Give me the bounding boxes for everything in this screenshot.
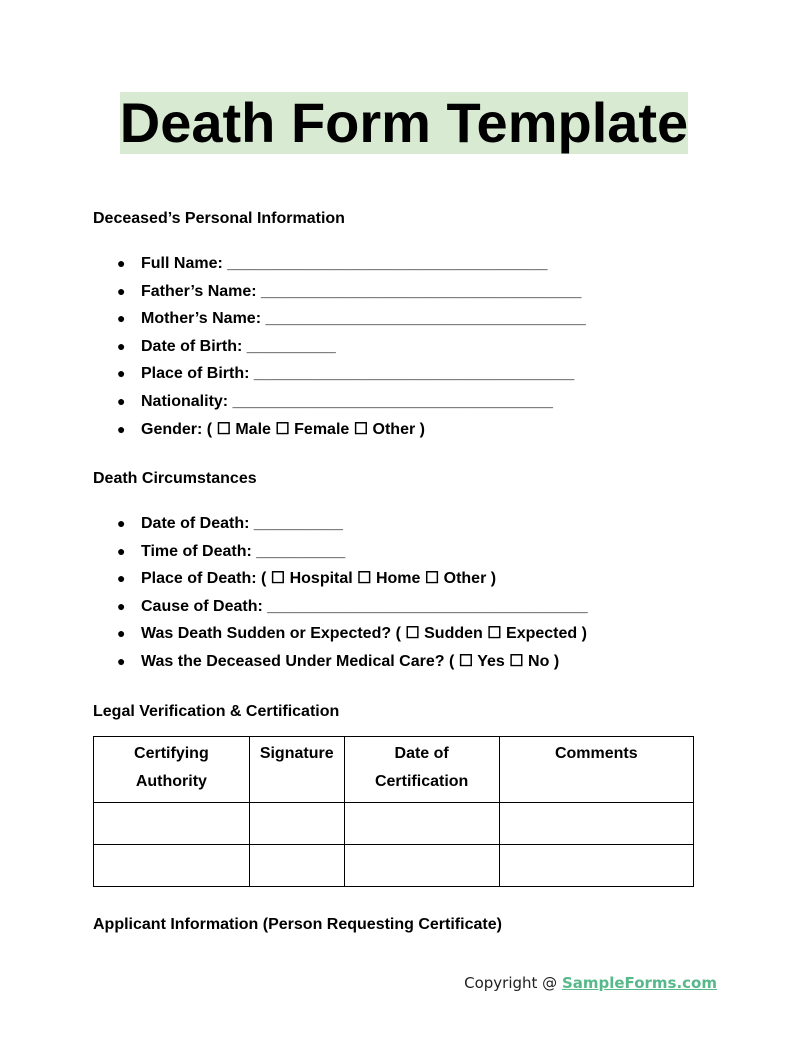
bullet-icon: ● <box>117 625 126 642</box>
sampleforms-link[interactable]: SampleForms.com <box>561 974 717 992</box>
field-gender <box>93 416 586 444</box>
section-heading-applicant-info: Applicant Information (Person Requesting Certificate) <box>93 916 502 933</box>
field-label: Was Death Sudden or Expected? ( ☐ Sudden ☐ Expected ) <box>141 625 587 643</box>
table-row <box>94 845 694 887</box>
bullet-icon: ● <box>117 310 126 327</box>
death-circumstances-list <box>93 510 588 676</box>
bullet-icon: ● <box>117 542 126 559</box>
bullet-icon: ● <box>117 570 126 587</box>
field-label: Full Name: ____________________________________ <box>141 255 548 272</box>
section-heading-legal-verification: Legal Verification & Certification <box>93 703 340 720</box>
table-cell[interactable] <box>249 845 344 887</box>
table-cell[interactable] <box>499 845 693 887</box>
copyright-prefix: Copyright @ <box>464 974 562 992</box>
field-label: Place of Birth: ____________________________________ <box>141 365 575 383</box>
field-label: Place of Death: ( ☐ Hospital ☐ Home ☐ Other ) <box>141 570 497 588</box>
field-place-of-death <box>93 565 588 593</box>
bullet-icon: ● <box>117 337 126 354</box>
bullet-icon: ● <box>117 515 126 531</box>
bullet-icon: ● <box>117 420 126 437</box>
field-label: Was the Deceased Under Medical Care? ( ☐ Yes ☐ No ) <box>141 652 560 670</box>
field-mothers-name <box>93 305 586 333</box>
section-heading-death-circumstances: Death Circumstances <box>93 470 257 487</box>
field-date-of-death <box>93 510 588 538</box>
table-cell[interactable] <box>94 845 250 887</box>
table-header-row <box>94 737 694 803</box>
field-label: Father’s Name: ____________________________________ <box>141 282 582 300</box>
personal-info-list <box>93 250 586 443</box>
copyright-footer <box>464 973 717 993</box>
column-header-comments: Comments <box>499 737 693 803</box>
field-time-of-death <box>93 538 588 566</box>
bullet-icon: ● <box>117 597 126 614</box>
field-label: Date of Death: __________ <box>141 515 343 532</box>
field-label: Cause of Death: ____________________________________ <box>141 597 588 615</box>
field-cause-of-death <box>93 593 588 621</box>
field-date-of-birth <box>93 333 586 361</box>
certification-table <box>93 736 694 887</box>
table-cell[interactable] <box>499 803 693 845</box>
field-label: Nationality: ____________________________________ <box>141 392 553 410</box>
section-heading-personal-info: Deceased’s Personal Information <box>93 210 345 227</box>
bullet-icon: ● <box>117 365 126 382</box>
table-row <box>94 803 694 845</box>
table-cell[interactable] <box>249 803 344 845</box>
page-title: Death Form Template <box>119 91 689 154</box>
field-label: Gender: ( ☐ Male ☐ Female ☐ Other ) <box>141 420 425 438</box>
table-cell[interactable] <box>344 845 499 887</box>
table-cell[interactable] <box>344 803 499 845</box>
column-header-signature: Signature <box>249 737 344 803</box>
field-label: Date of Birth: __________ <box>141 337 336 355</box>
field-fathers-name <box>93 278 586 306</box>
bullet-icon: ● <box>117 255 126 271</box>
table-cell[interactable] <box>94 803 250 845</box>
field-label: Time of Death: __________ <box>141 542 346 560</box>
column-header-date-of-certification: Date of Certification <box>344 737 499 803</box>
title-container <box>0 92 808 154</box>
field-label: Mother’s Name: ____________________________________ <box>141 310 586 328</box>
field-full-name <box>93 250 586 278</box>
field-place-of-birth <box>93 360 586 388</box>
field-sudden-or-expected <box>93 620 588 648</box>
column-header-certifying-authority: Certifying Authority <box>94 737 250 803</box>
field-nationality <box>93 388 586 416</box>
bullet-icon: ● <box>117 282 126 299</box>
bullet-icon: ● <box>117 652 126 669</box>
field-under-medical-care <box>93 648 588 676</box>
bullet-icon: ● <box>117 392 126 409</box>
